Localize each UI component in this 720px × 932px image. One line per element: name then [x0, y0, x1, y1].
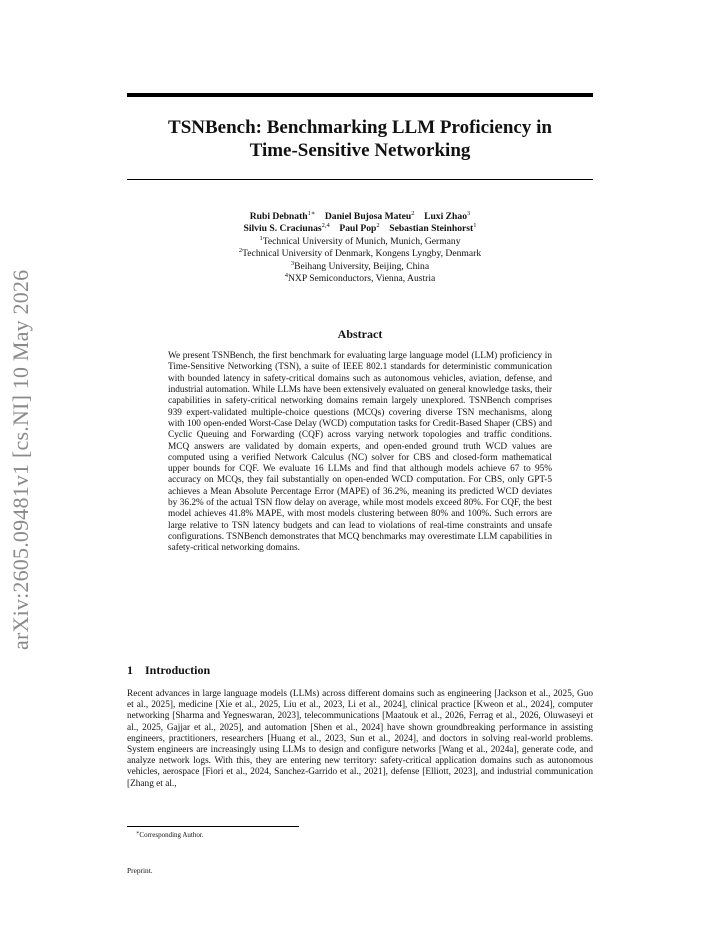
affiliation-text: NXP Semiconductors, Vienna, Austria — [287, 273, 436, 285]
author-sup: 2 — [376, 222, 380, 230]
affiliation-sup: 2 — [238, 247, 243, 255]
author-name: Silviu S. Craciunas — [243, 223, 322, 235]
abstract-text: We present TSNBench, the first benchmark for evaluating large language model (LLM) proficiency in Time-Sensitive Networking (TSN), a suite of IEEE 802.1 standards for deterministic communication with bounded latency in safety-critical domains such as autonomous vehicles, aviation, defense, and industrial automation. While LLMs have been extensively evaluated on general knowledge tasks, their capabilities in safety-critical networking domains remain largely unexplored. TSNBench comprises 939 expert-validated multiple-choice questions (MCQs) covering diverse TSN mechanisms, along with 100 open-ended Worst-Case Delay (WCD) computation tasks for Credit-Based Shaper (CBS) and Cyclic Queuing and Forwarding (CQF) across varying network topologies and traffic conditions. MCQ answers are validated by domain experts, and open-ended ground truth WCD values are computed using a verified Network Calculus (NC) solver for CBS and closed-form mathematical upper bounds for CQF. We evaluate 16 LLMs and find that although models achieve 67 to 95% accuracy on MCQs, they fail substantially on open-ended WCD computation. For CBS, only GPT-5 achieves a Mean Absolute Percentage Error (MAPE) of 36.2%, meaning its predicted WCD deviates by 36.2% of the actual TSN flow delay on average, while most models exceed 80%. For CQF, the best model achieves 41.8% MAPE, with most models clustering between 80% and 100%. Such errors are large relative to TSN latency budgets and can lead to violations of real-time constraints and unsafe configurations. TSNBench demonstrates that MCQ benchmarks may overestimate LLM capabilities in safety-critical networking domains. — [168, 351, 552, 554]
author-row-2 — [127, 223, 593, 235]
title-line-2: Time-Sensitive Networking — [249, 140, 471, 161]
introduction-text: Recent advances in large language models (LLMs) across different domains such as engineering [Jackson et al., 2025, Guo et al., 2025], medicine [Xie et al., 2025, Liu et al., 2023, Li et al., 2024], clinical practice [Kweon et al., 2024], computer networking [Sharma and Yegneswaran, 2023], telecommunications [Maatouk et al., 2026, Ferrag et al., 2026, Oluwaseyi et al., 2025, Gajjar et al., 2025], and automation [Shen et al., 2024] have shown groundbreaking performance in assisting engineers, practitioners, researchers [Huang et al., 2023, Sun et al., 2024], and doctors in solving real-world problems. System engineers are increasingly using LLMs to design and configure networks [Wang et al., 2024a], generate code, and analyze network logs. With this, they are entering new territory: safety-critical application domains such as autonomous vehicles, aerospace [Fiori et al., 2024, Sanchez-Garrido et al., 2021], defense [Elliott, 2023], and industrial communication [Zhang et al., — [127, 689, 593, 789]
author-name: Paul Pop — [339, 223, 377, 235]
affiliation-text: Technical University of Munich, Munich, Germany — [262, 235, 461, 247]
footnote-mark: ∗ — [136, 831, 140, 836]
paper-title — [127, 116, 593, 162]
author-name: Luxi Zhao — [424, 211, 467, 222]
affiliation-text: Technical University of Denmark, Kongens Lyngby, Denmark — [242, 248, 482, 260]
section-number: 1 — [127, 663, 133, 677]
footnote-text: Corresponding Author. — [139, 831, 204, 839]
author-sup: 2 — [411, 210, 415, 217]
affiliation-text: Beihang University, Beijing, China — [294, 260, 430, 272]
author-name: Rubi Debnath — [249, 211, 308, 222]
affiliation-sup: 3 — [290, 259, 295, 267]
author-sup: 3 — [467, 210, 471, 217]
affiliation — [127, 273, 593, 285]
affiliation — [127, 261, 593, 273]
title-bottom-rule — [127, 179, 593, 180]
affiliation-sup: 1 — [259, 234, 263, 242]
affiliation-sup: 4 — [284, 272, 288, 280]
title-line-1: TSNBench: Benchmarking LLM Proficiency in — [168, 117, 552, 138]
author-name: Daniel Bujosa Mateu — [324, 211, 412, 222]
author-sup: 1∗ — [307, 210, 316, 217]
abstract-heading: Abstract — [337, 327, 383, 341]
author-block — [127, 211, 593, 285]
top-rule — [127, 93, 593, 97]
preprint-label: Preprint. — [127, 866, 153, 875]
arxiv-identifier: arXiv:2605.09481v1 [cs.NI] 10 May 2026 — [8, 269, 33, 650]
section-heading — [127, 663, 210, 678]
footnote — [136, 831, 204, 839]
footnote-rule — [127, 826, 299, 827]
affiliation — [127, 248, 593, 260]
section-title: Introduction — [145, 663, 211, 677]
author-sup: 2,4 — [321, 222, 330, 230]
author-sup: 1 — [473, 222, 477, 230]
author-name: Sebastian Steinhorst — [389, 223, 474, 235]
author-row-1 — [127, 211, 593, 223]
affiliation — [127, 236, 593, 248]
